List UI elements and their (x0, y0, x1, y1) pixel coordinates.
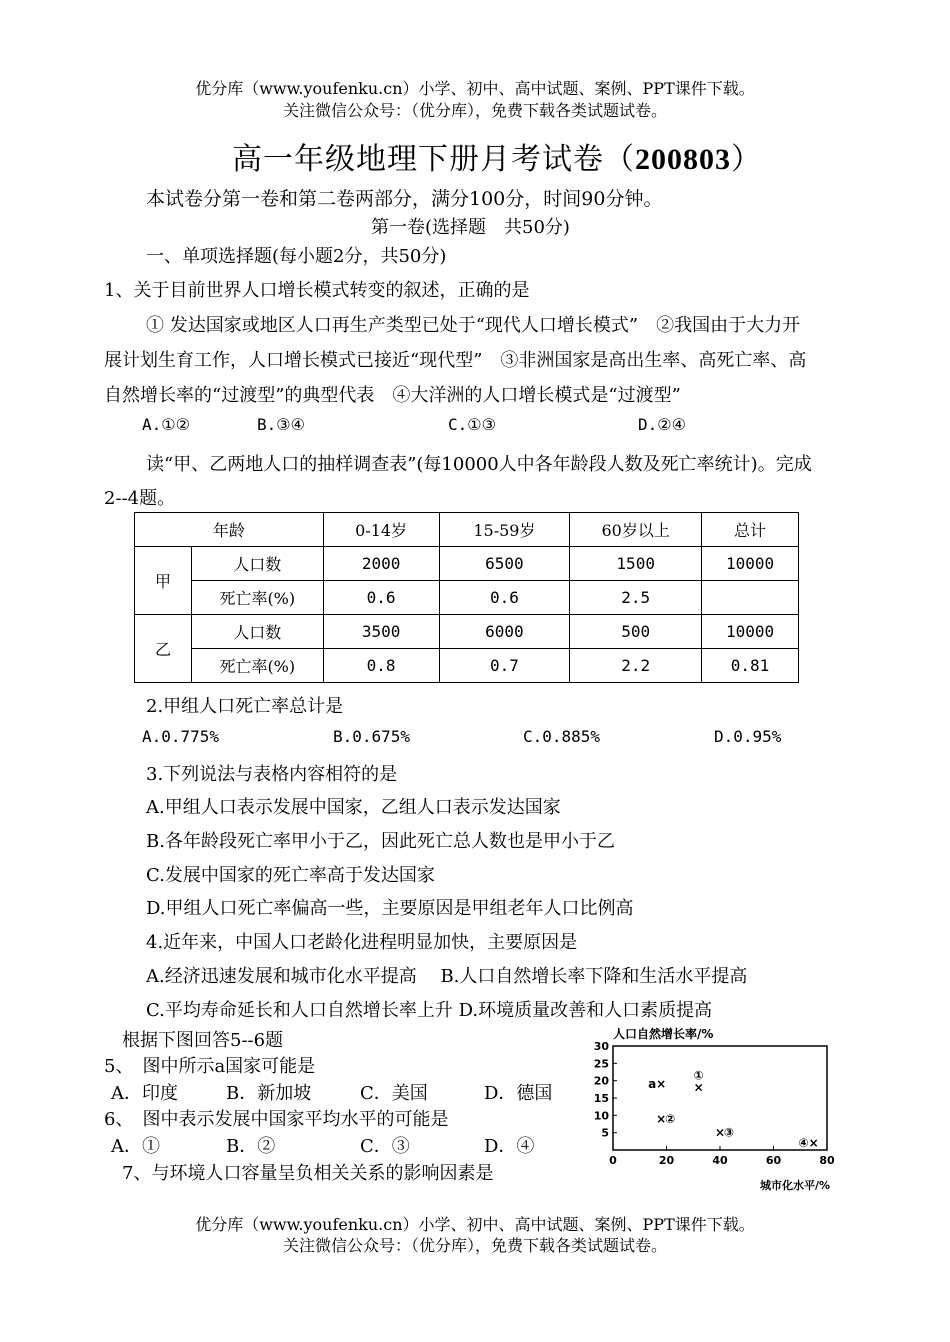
q2-option-c: C.0.885% (523, 727, 601, 746)
data-point-label: ② (665, 1111, 676, 1126)
q5-option-a: A．印度 (111, 1083, 178, 1104)
page-title: 高一年级地理下册月考试卷（200803） (232, 142, 762, 177)
q5-option-c: C．美国 (360, 1083, 428, 1104)
population-table (134, 512, 799, 683)
q3-option-c: C.发展中国家的死亡率高于发达国家 (146, 865, 435, 886)
header-line-2: 关注微信公众号：（优分库），免费下载各类试题试卷。 (282, 101, 667, 120)
table-header-cell: 总计 (702, 513, 799, 547)
table-cell: 0.6 (323, 581, 439, 615)
table-row (135, 581, 799, 615)
table-cell: 0.7 (439, 649, 570, 683)
q2-option-d: D.0.95% (714, 727, 782, 746)
row-label: 死亡率(%) (191, 649, 323, 683)
table-cell: 2.2 (570, 649, 702, 683)
row-group-label: 乙 (135, 615, 192, 683)
footer-line-1: 优分库（www.youfenku.cn）小学、初中、高中试题、案例、PPT课件下载。 (195, 1215, 755, 1234)
chart-x-label: 城市化水平/% (760, 1179, 831, 1192)
q5-option-b: B．新加坡 (226, 1083, 312, 1104)
q5-option-d: D．德国 (484, 1083, 553, 1104)
part-title: 第一卷(选择题 共50分) (371, 217, 570, 238)
q1-option-b: B.③④ (257, 415, 305, 434)
table-cell: 6500 (439, 547, 570, 581)
table-cell: 0.8 (323, 649, 439, 683)
q6-option-c: C．③ (360, 1136, 410, 1157)
y-tick-label: 20 (593, 1074, 609, 1088)
q3-option-d: D.甲组人口死亡率偏高一些，主要原因是甲组老年人口比例高 (146, 898, 634, 919)
header-line-1: 优分库（www.youfenku.cn）小学、初中、高中试题、案例、PPT课件下载。 (195, 79, 755, 98)
y-tick-label: 25 (593, 1057, 609, 1071)
data-point-label: ③ (723, 1125, 735, 1140)
table-cell: 500 (570, 615, 702, 649)
q3-option-b: B.各年龄段死亡率甲小于乙，因此死亡总人数也是甲小于乙 (146, 831, 615, 852)
data-point-marker: × (714, 1125, 726, 1140)
q4-stem: 4.近年来，中国人口老龄化进程明显加快，主要原因是 (146, 932, 578, 953)
x-tick-label: 20 (658, 1154, 675, 1167)
table-row (135, 615, 799, 649)
table-cell: 6000 (439, 615, 570, 649)
table-cell: 3500 (323, 615, 439, 649)
read-prompt: 读“甲、乙两地人口的抽样调查表”(每10000人中各年龄段人数及死亡率统计)。完成 (146, 454, 812, 475)
chart-title: 人口自然增长率/% (613, 1027, 714, 1041)
data-point-marker: × (693, 1080, 704, 1095)
y-tick-label: 10 (593, 1109, 609, 1123)
x-tick-label: 40 (712, 1154, 728, 1167)
q6-option-b: B．② (226, 1136, 276, 1157)
q1-stem: 1、关于目前世界人口增长模式转变的叙述，正确的是 (104, 280, 530, 301)
q1-body-line: 展计划生育工作，人口增长模式已接近“现代型” ③非洲国家是高出生率、高死亡率、高 (104, 350, 807, 371)
q1-body-line: 自然增长率的“过渡型”的典型代表 ④大洋洲的人口增长模式是“过渡型” (104, 385, 681, 406)
q3-stem: 3.下列说法与表格内容相符的是 (146, 764, 398, 785)
data-point-label: a (648, 1077, 657, 1092)
data-point-label: ④ (798, 1136, 809, 1151)
q6-option-a: A．① (111, 1136, 160, 1157)
q6-stem: 6、 图中表示发展中国家平均水平的可能是 (104, 1109, 449, 1130)
table-header-cell: 15-59岁 (439, 513, 570, 547)
q4-options-cd: C.平均寿命延长和人口自然增长率上升 D.环境质量改善和人口素质提高 (146, 1000, 713, 1021)
q1-body-line: ① 发达国家或地区人口再生产类型已处于“现代人口增长模式” ②我国由于大力开 (146, 315, 801, 336)
x-tick-label: 60 (765, 1154, 782, 1167)
table-cell: 10000 (702, 615, 799, 649)
table-cell (702, 581, 799, 615)
q7-stem: 7、与环境人口容量呈负相关关系的影响因素是 (122, 1163, 494, 1184)
y-tick-label: 15 (593, 1092, 609, 1105)
table-cell: 10000 (702, 547, 799, 581)
exam-intro: 本试卷分第一卷和第二卷两部分，满分100分，时间90分钟。 (146, 188, 663, 210)
table-cell: 0.81 (702, 649, 799, 683)
table-row (135, 649, 799, 683)
table-cell: 1500 (570, 547, 702, 581)
q2-stem: 2.甲组人口死亡率总计是 (146, 696, 344, 717)
footer-line-2: 关注微信公众号：（优分库），免费下载各类试题试卷。 (282, 1236, 667, 1255)
table-header-cell: 60岁以上 (570, 513, 702, 547)
y-tick-label: 30 (593, 1040, 609, 1053)
scatter-chart (585, 1024, 835, 1192)
table-cell: 0.6 (439, 581, 570, 615)
table-header-cell: 年龄 (135, 513, 324, 547)
q4-options-ab: A.经济迅速发展和城市化水平提高 B.人口自然增长率下降和生活水平提高 (146, 966, 748, 987)
q56-intro: 根据下图回答5--6题 (122, 1030, 284, 1051)
data-point-marker: × (656, 1111, 667, 1126)
x-tick-label: 80 (819, 1154, 835, 1167)
q5-stem: 5、 图中所示a国家可能是 (104, 1056, 316, 1077)
table-row (135, 547, 799, 581)
table-header-row (135, 513, 799, 547)
q1-option-d: D.②④ (638, 415, 686, 434)
q1-option-c: C.①③ (448, 415, 496, 434)
row-label: 人口数 (191, 615, 323, 649)
q2-option-b: B.0.675% (333, 727, 411, 746)
q2-option-a: A.0.775% (142, 727, 220, 746)
q3-option-a: A.甲组人口表示发展中国家，乙组人口表示发达国家 (146, 797, 561, 818)
x-tick-label: 0 (609, 1154, 617, 1167)
table-cell: 2000 (323, 547, 439, 581)
q6-option-d: D．④ (484, 1136, 535, 1157)
table-header-cell: 0-14岁 (323, 513, 439, 547)
row-label: 死亡率(%) (191, 581, 323, 615)
data-point-label: ① (693, 1068, 704, 1083)
section-title: 一、单项选择题(每小题2分，共50分) (146, 246, 447, 267)
data-point-marker: × (656, 1077, 667, 1092)
table-cell: 2.5 (570, 581, 702, 615)
row-group-label: 甲 (135, 547, 192, 615)
read-prompt-cont: 2--4题。 (104, 488, 176, 509)
q1-option-a: A.①② (142, 415, 190, 434)
row-label: 人口数 (191, 547, 323, 581)
y-tick-label: 5 (601, 1126, 609, 1140)
data-point-marker: × (808, 1136, 819, 1151)
